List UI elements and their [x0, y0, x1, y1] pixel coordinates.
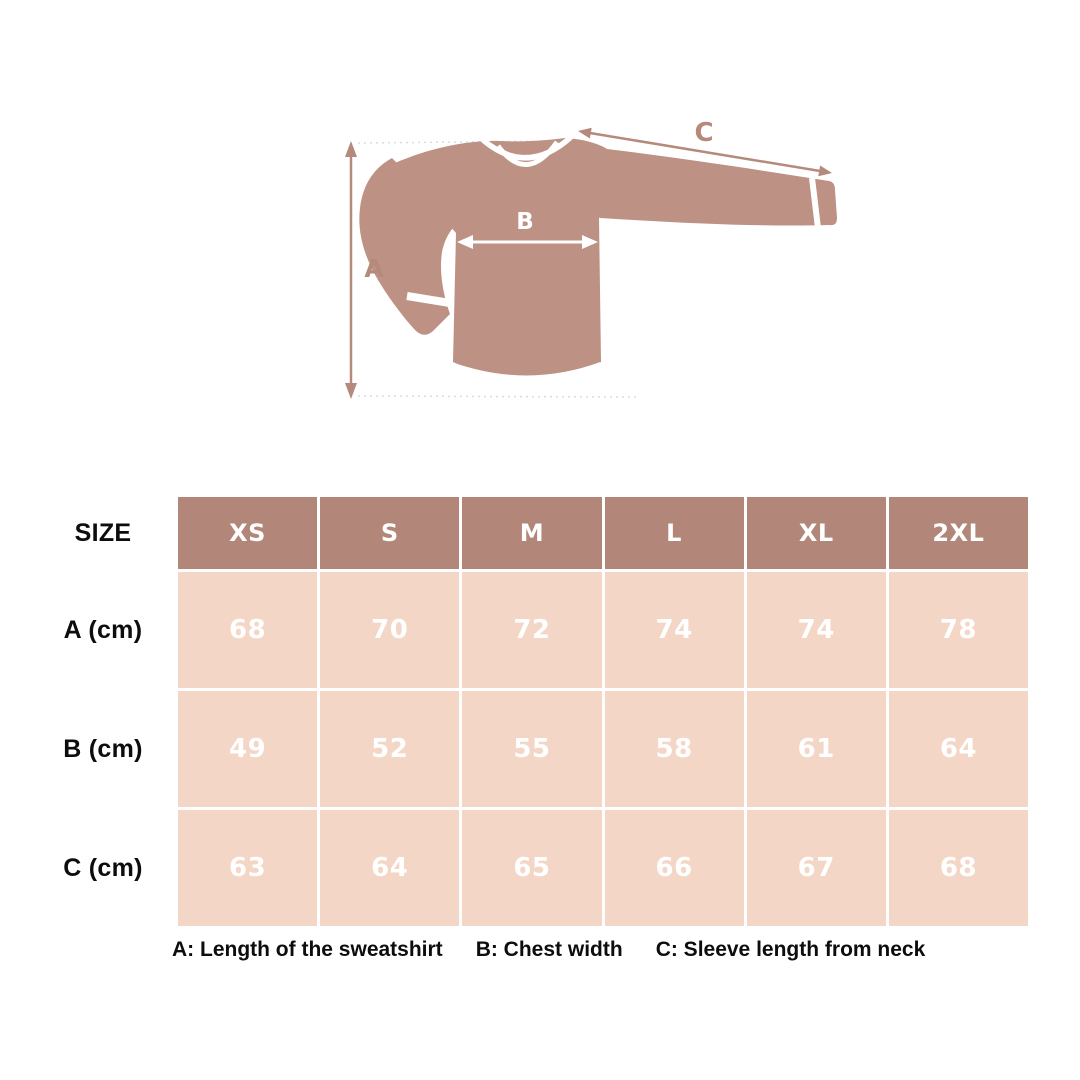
cell-c-xl: 67 [747, 810, 886, 926]
row-label-a: A (cm) [63, 615, 143, 644]
column-header-2xl: 2XL [889, 497, 1028, 569]
cell-c-m: 65 [462, 810, 601, 926]
cell-b-l: 58 [605, 691, 744, 807]
legend-item-b: B: Chest width [475, 938, 623, 961]
column-header-xs: XS [178, 497, 317, 569]
row-label-c: C (cm) [63, 853, 143, 882]
cell-b-xl: 61 [747, 691, 886, 807]
cell-b-xs: 49 [178, 691, 317, 807]
cell-a-2xl: 78 [889, 572, 1028, 688]
cell-b-s: 52 [320, 691, 459, 807]
sweatshirt-right-sleeve [598, 149, 837, 226]
column-header-s: S [320, 497, 459, 569]
cell-c-l: 66 [605, 810, 744, 926]
sweatshirt-measurement-diagram [0, 0, 1080, 470]
row-label-column [36, 497, 170, 926]
cell-a-l: 74 [605, 572, 744, 688]
cell-a-xl: 74 [747, 572, 886, 688]
legend-item-a: A: Length of the sweatshirt [172, 938, 443, 961]
column-header-m: M [462, 497, 601, 569]
row-label-b: B (cm) [63, 734, 143, 763]
measurement-legend [172, 938, 925, 962]
cell-a-xs: 68 [178, 572, 317, 688]
cell-a-m: 72 [462, 572, 601, 688]
measure-label-a: A [364, 254, 384, 283]
cell-b-2xl: 64 [889, 691, 1028, 807]
size-table [178, 497, 1028, 926]
cell-a-s: 70 [320, 572, 459, 688]
measure-arrow-a [345, 141, 357, 399]
measure-label-c: C [694, 118, 714, 148]
cell-c-s: 64 [320, 810, 459, 926]
measure-label-b: B [516, 209, 534, 235]
bottom-guide-line [358, 396, 640, 397]
cell-c-2xl: 68 [889, 810, 1028, 926]
column-header-l: L [605, 497, 744, 569]
column-header-xl: XL [747, 497, 886, 569]
cell-c-xs: 63 [178, 810, 317, 926]
cell-b-m: 55 [462, 691, 601, 807]
size-header-label: SIZE [74, 518, 132, 547]
legend-item-c: C: Sleeve length from neck [655, 938, 926, 961]
